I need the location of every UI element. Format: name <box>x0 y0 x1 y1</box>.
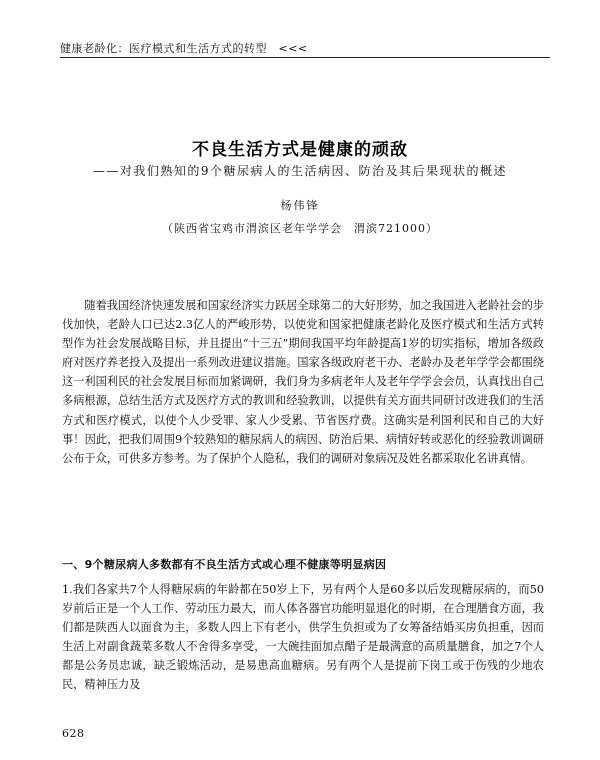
article-title: 不良生活方式是健康的顽敌 <box>192 140 408 160</box>
page-number: 628 <box>62 727 85 740</box>
section-heading: 一、9个糖尿病人多数都有不良生活方式或心理不健康等明显病因 <box>62 558 387 571</box>
section-1-paragraph: 1.我们各家共7个人得糖尿病的年龄都在50岁上下，另有两个人是60多以后发现糖尿病的，而50岁前后正是一个人工作、劳动压力最大，而人体各器官功能明显退化的时期，在合理膳食方面，我们都是陕西人以面食为主，多数人四上下有老小，供学生负担或为了女筹备结婚买房负担重，因而生活上对副食蔬菜多数人不舍得多享受，一大碗挂面加点醋子是最满意的高质量膳食，加之7个人都是公务员忠诚，缺乏锻炼活动，是易患高血糖病。另有两个人是提前下岗工或于伤残的少地农民，精神压力及 <box>62 583 544 692</box>
intro-section <box>62 296 544 468</box>
header-rule <box>60 57 550 58</box>
author-name: 杨伟锋 <box>280 199 320 212</box>
intro-paragraph: 随着我国经济快速发展和国家经济实力跃居全球第二的大好形势，加之我国进入老龄社会的步伐加快，老龄人口已达2.3亿人的严峻形势，以使党和国家把健康老龄化及医疗模式和生活方式转型作为社会发展战略目标，并且提出“十三五”期间我国平均年龄提高1岁的切实指标，增加各级政府对医疗养老投入及提出一系列改进建议措施。国家各级政府老干办、老龄办及老年学学会都围绕这一利国利民的社会发展目标而加紧调研，我们身为多病老年人及老年学学会会员，认真找出自己多病根源，总结生活方式及医疗方式的教训和经验教训，以提供有关方面共同研讨改进我们的生活方式和医疗模式，以使个人少受罪、家人少受累、节省医疗费。这确实是利国利民和自己的大好事！因此，把我们周围9个较熟知的糖尿病人的病因、防治后果、病情好转或恶化的经验教训调研公布于众，可供多方参考。为了保护个人隐私，我们的调研对象病况及姓名都采取化名讲真情。 <box>62 299 544 465</box>
running-header: 健康老龄化：医疗模式和生活方式的转型 <<< <box>60 42 308 55</box>
section-1-body <box>62 580 544 695</box>
article-subtitle: ——对我们熟知的9个糖尿病人的生活病因、防治及其后果现状的概述 <box>92 164 508 178</box>
author-affiliation: （陕西省宝鸡市渭滨区老年学学会 渭滨721000） <box>162 222 438 235</box>
